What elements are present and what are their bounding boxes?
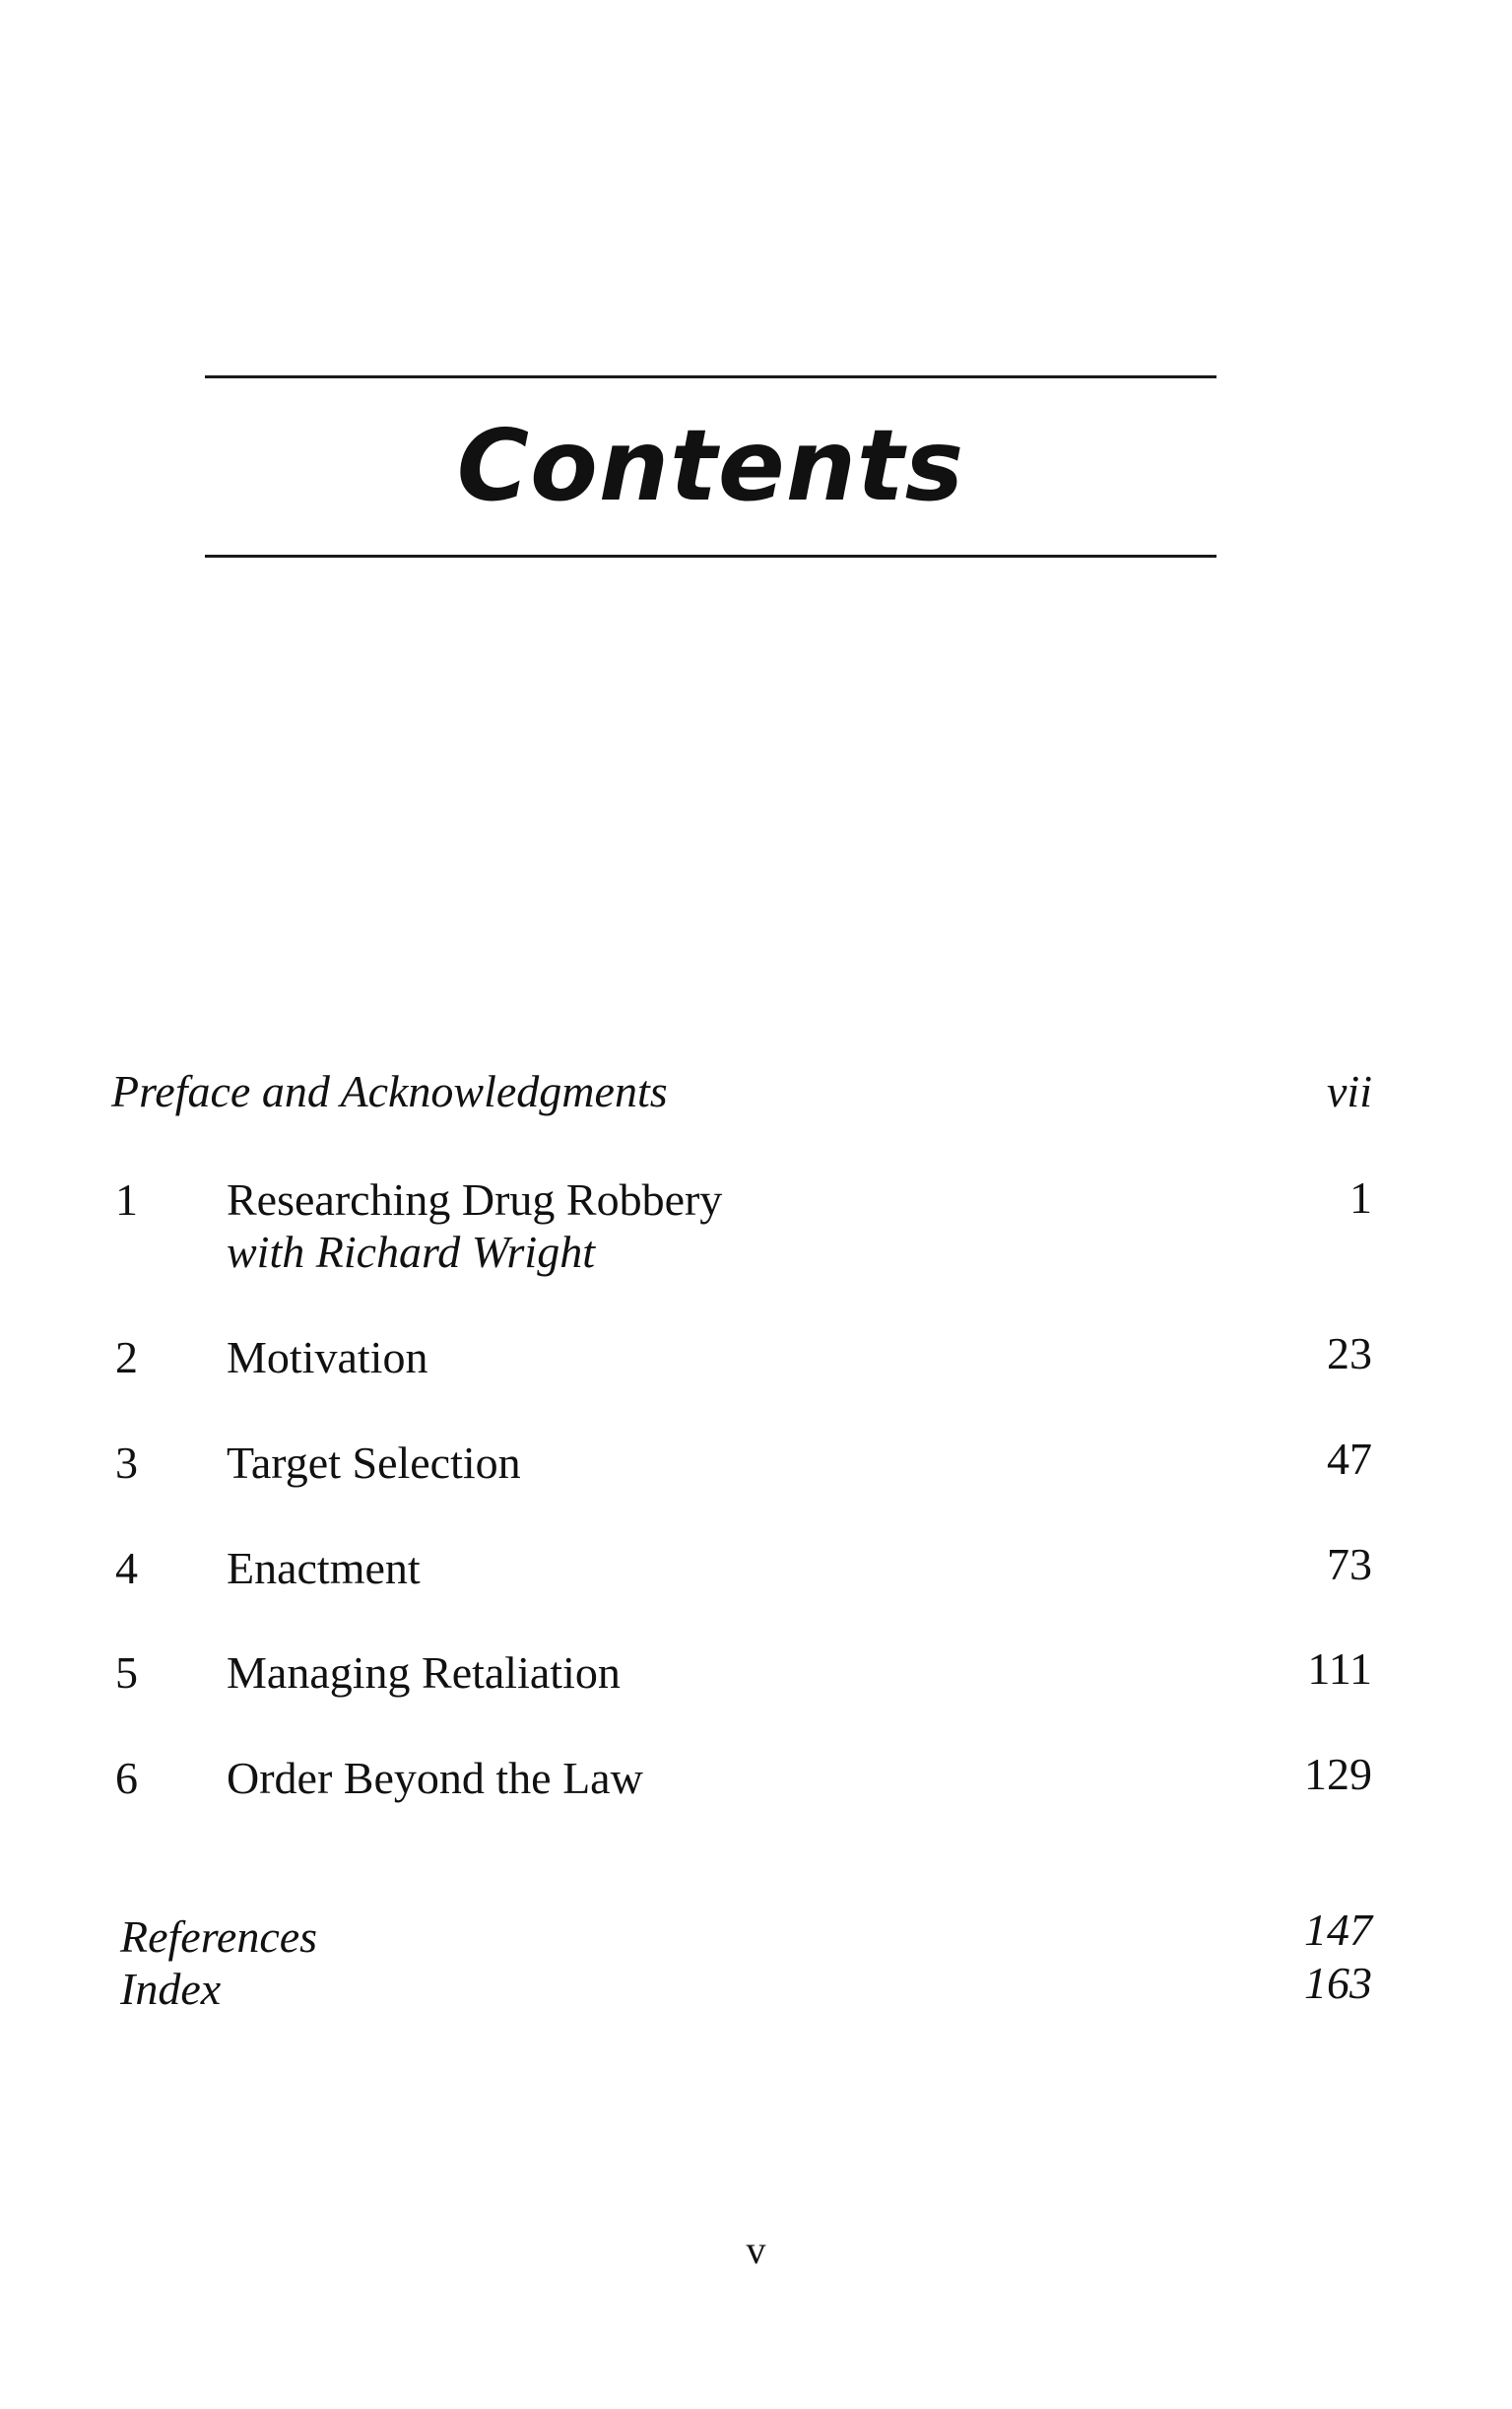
chapter-title: Researching Drug Robbery: [227, 1174, 723, 1225]
chapter-title: Enactment: [227, 1543, 421, 1593]
chapter-page: 129: [1304, 1749, 1372, 1799]
chapter-title: Order Beyond the Law: [227, 1753, 643, 1803]
chapter-title: Managing Retaliation: [227, 1647, 621, 1698]
chapter-page: 1: [1349, 1172, 1372, 1223]
preface-label: Preface and Acknowledgments: [111, 1066, 668, 1116]
chapter-page: 111: [1307, 1643, 1372, 1694]
page-folio: v: [746, 2228, 766, 2272]
chapter-title: Target Selection: [227, 1438, 521, 1488]
chapter-number: 2: [115, 1332, 138, 1382]
page-title: Contents: [456, 408, 965, 523]
chapter-page: 73: [1327, 1539, 1372, 1589]
chapter-number: 5: [115, 1647, 138, 1698]
chapter-number: 6: [115, 1753, 138, 1803]
preface-page: vii: [1327, 1066, 1372, 1116]
title-rule-bottom: [205, 555, 1216, 558]
index-page: 163: [1304, 1958, 1372, 2008]
title-rule-top: [205, 375, 1216, 378]
chapter-number: 1: [115, 1174, 138, 1225]
chapter-subtitle: with Richard Wright: [227, 1227, 595, 1277]
chapter-page: 47: [1327, 1434, 1372, 1484]
chapter-title: Motivation: [227, 1332, 428, 1382]
chapter-number: 3: [115, 1438, 138, 1488]
references-label: References: [120, 1911, 318, 1962]
index-label: Index: [120, 1964, 222, 2014]
references-page: 147: [1304, 1905, 1372, 1955]
chapter-page: 23: [1327, 1328, 1372, 1378]
chapter-number: 4: [115, 1543, 138, 1593]
